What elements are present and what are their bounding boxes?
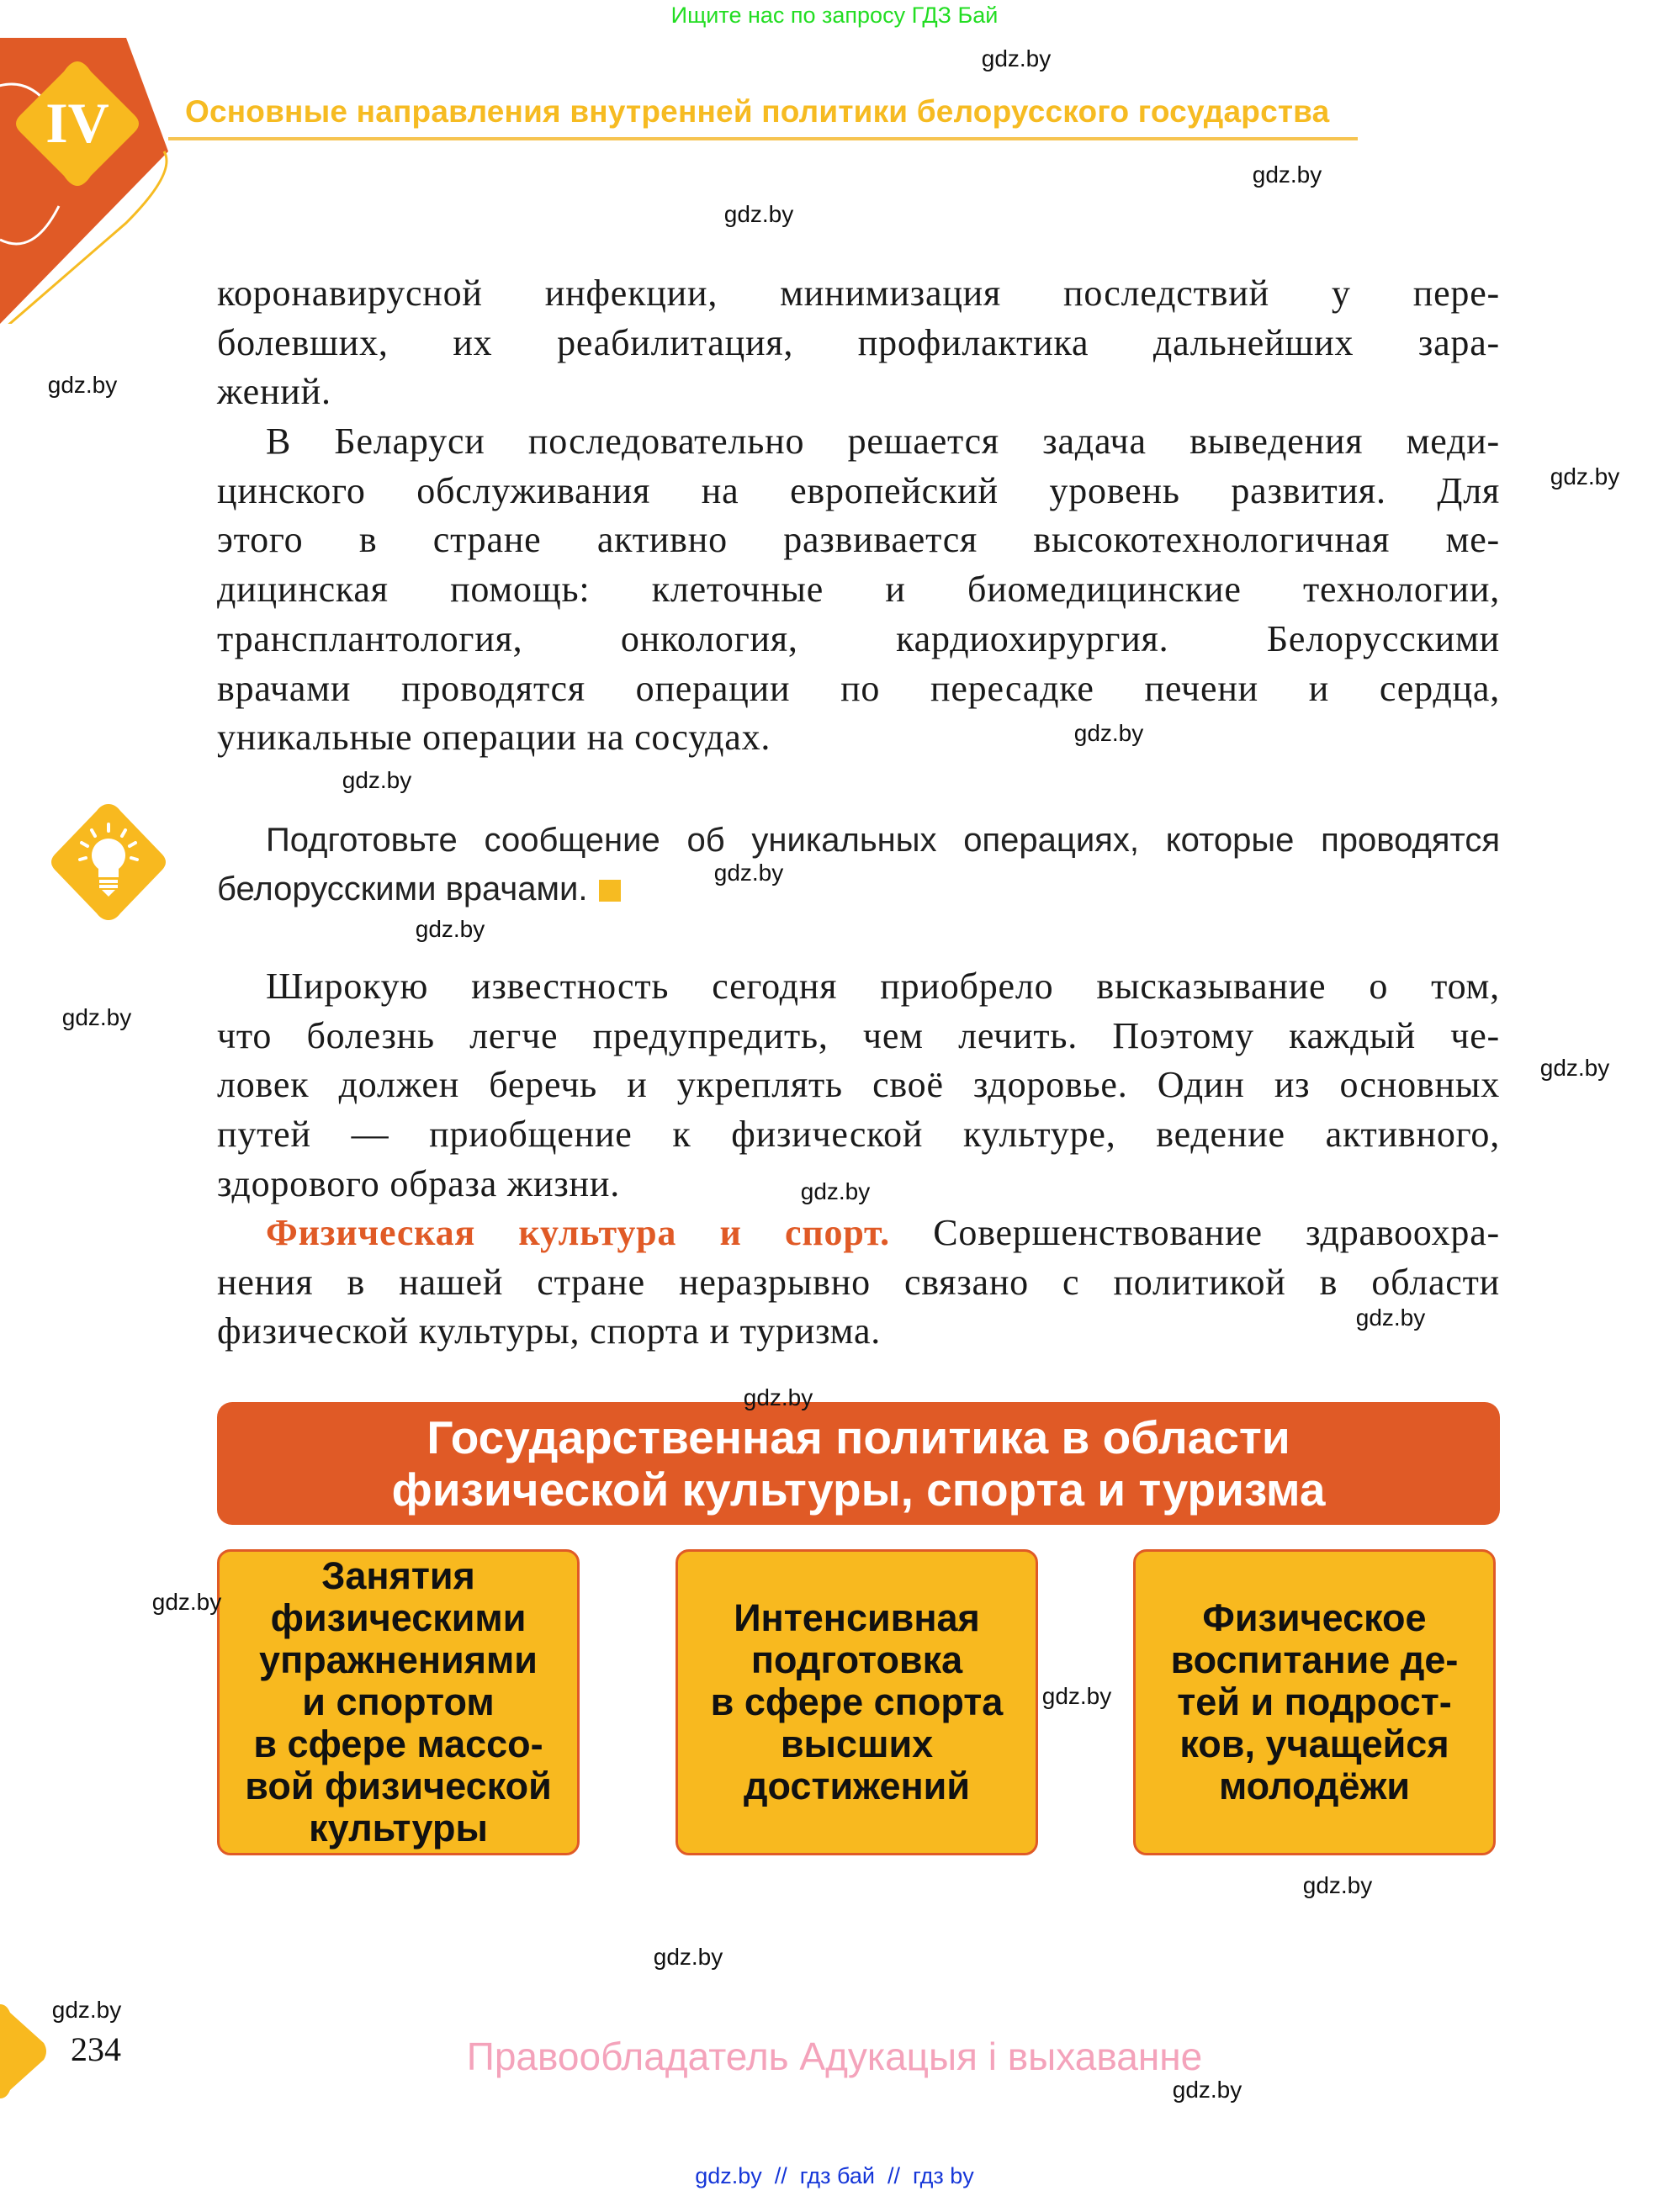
watermark: gdz.by [653, 1944, 723, 1970]
text-line: жений. [217, 371, 331, 413]
task-line: Подготовьте сообщение об уникальных операциях, которые проводятся [266, 822, 1500, 859]
text-line: В Беларуси последовательно решается задача выведения меди- [266, 421, 1500, 462]
watermark: gdz.by [743, 1384, 813, 1410]
section-heading: Физическая культура и спорт. [266, 1212, 890, 1253]
diagram-title-line: Государственная политика в области [427, 1411, 1290, 1463]
box-line: подготовка [750, 1638, 963, 1681]
watermark: gdz.by [1252, 161, 1322, 188]
box-line: тей и подрост- [1177, 1680, 1452, 1723]
paragraph-3 [217, 962, 1500, 1209]
diagram-box-mass-sport [217, 1549, 580, 1855]
text-line: Совершенствование здравоохра- [889, 1212, 1500, 1253]
box-line: культуры [309, 1807, 488, 1850]
text-line: цинского обслуживания на европейский уровень развития. Для [217, 469, 1500, 511]
text-line: здорового образа жизни. [217, 1162, 621, 1204]
diagram-box-elite-sport [676, 1549, 1038, 1855]
watermark: gdz.by [1550, 463, 1620, 489]
box-line: Занятия [321, 1554, 475, 1597]
watermark: gdz.by [151, 1589, 222, 1615]
text-line: трансплантология, онкология, кардиохирургия. Белорусскими [217, 617, 1500, 659]
search-hint: Ищите нас по запросу ГДЗ Бай [670, 3, 999, 28]
diagram-title-line: физической культуры, спорта и туризма [391, 1463, 1326, 1516]
watermark: gdz.by [415, 916, 485, 942]
watermark: gdz.by [723, 201, 794, 227]
box-line: в сфере спорта [710, 1680, 1004, 1723]
box-line: Интенсивная [734, 1596, 980, 1639]
box-line: вой физической [245, 1765, 552, 1807]
task-block [217, 816, 1500, 913]
text-line: дицинская помощь: клеточные и биомедицинские технологии, [217, 569, 1500, 611]
watermark: gdz.by [1539, 1055, 1610, 1081]
box-line: физическими [270, 1596, 527, 1639]
watermark: gdz.by [800, 1178, 871, 1204]
watermark: gdz.by [1355, 1304, 1426, 1331]
watermark: gdz.by [1073, 720, 1144, 746]
box-line: воспитание де- [1170, 1638, 1459, 1681]
paragraph-1 [217, 269, 1500, 417]
watermark: gdz.by [981, 45, 1052, 71]
paragraph-2 [217, 417, 1500, 763]
box-line: достижений [743, 1765, 971, 1807]
watermark: gdz.by [1041, 1683, 1112, 1709]
watermark: gdz.by [713, 860, 784, 886]
chapter-title: Основные направления внутренней политики белорусского государства [185, 94, 1330, 129]
box-line: высших [780, 1723, 934, 1765]
diagram-box-youth-education [1133, 1549, 1496, 1855]
text-line: нения в нашей стране неразрывно связано с политикой в области [217, 1261, 1500, 1303]
copyright-notice: Правообладатель Адукацыя і выхаванне [466, 2035, 1203, 2078]
lightbulb-icon [46, 801, 171, 923]
watermark: gdz.by [61, 1004, 132, 1030]
text-line: ловек должен беречь и укреплять своё здоровье. Один из основных [217, 1064, 1500, 1106]
text-line: путей — приобщение к физической культуре, ведение активного, [217, 1114, 1500, 1156]
watermark: gdz.by [342, 767, 412, 793]
text-line: болевших, их реабилитация, профилактика дальнейших зара- [217, 321, 1500, 363]
text-line: что болезнь легче предупредить, чем лечить. Поэтому каждый че- [217, 1014, 1500, 1056]
paragraph-4 [217, 1209, 1500, 1357]
watermark: gdz.by [47, 372, 118, 398]
chapter-numeral: IV [45, 91, 109, 155]
watermark: gdz.by [51, 1997, 122, 2023]
box-line: и спортом [302, 1680, 495, 1723]
watermark: gdz.by [1302, 1872, 1373, 1898]
chapter-badge [0, 38, 177, 324]
watermark: gdz.by [1172, 2077, 1242, 2103]
end-marker-icon [599, 880, 621, 902]
footer-links[interactable]: gdz.by // гдз бай // гдз by [695, 2163, 974, 2188]
title-underline [168, 137, 1358, 140]
box-line: ков, учащейся [1179, 1723, 1449, 1765]
text-line: уникальные операции на сосудах. [217, 717, 771, 759]
task-line: белорусскими врачами. [217, 871, 588, 908]
box-line: молодёжи [1218, 1765, 1411, 1807]
text-line: физической культуры, спорта и туризма. [217, 1310, 882, 1352]
text-line: врачами проводятся операции по пересадке печени и сердца, [217, 667, 1500, 709]
box-line: Физическое [1202, 1596, 1427, 1639]
page-number: 234 [71, 2030, 121, 2068]
text-line: коронавирусной инфекции, минимизация последствий у пере- [217, 273, 1500, 314]
box-line: упражнениями [259, 1638, 538, 1681]
text-line: Широкую известность сегодня приобрело высказывание о том, [266, 966, 1500, 1007]
text-line: этого в стране активно развивается высокотехнологичная ме- [217, 519, 1500, 561]
diagram-title [217, 1402, 1500, 1525]
box-line: в сфере массо- [253, 1723, 543, 1765]
